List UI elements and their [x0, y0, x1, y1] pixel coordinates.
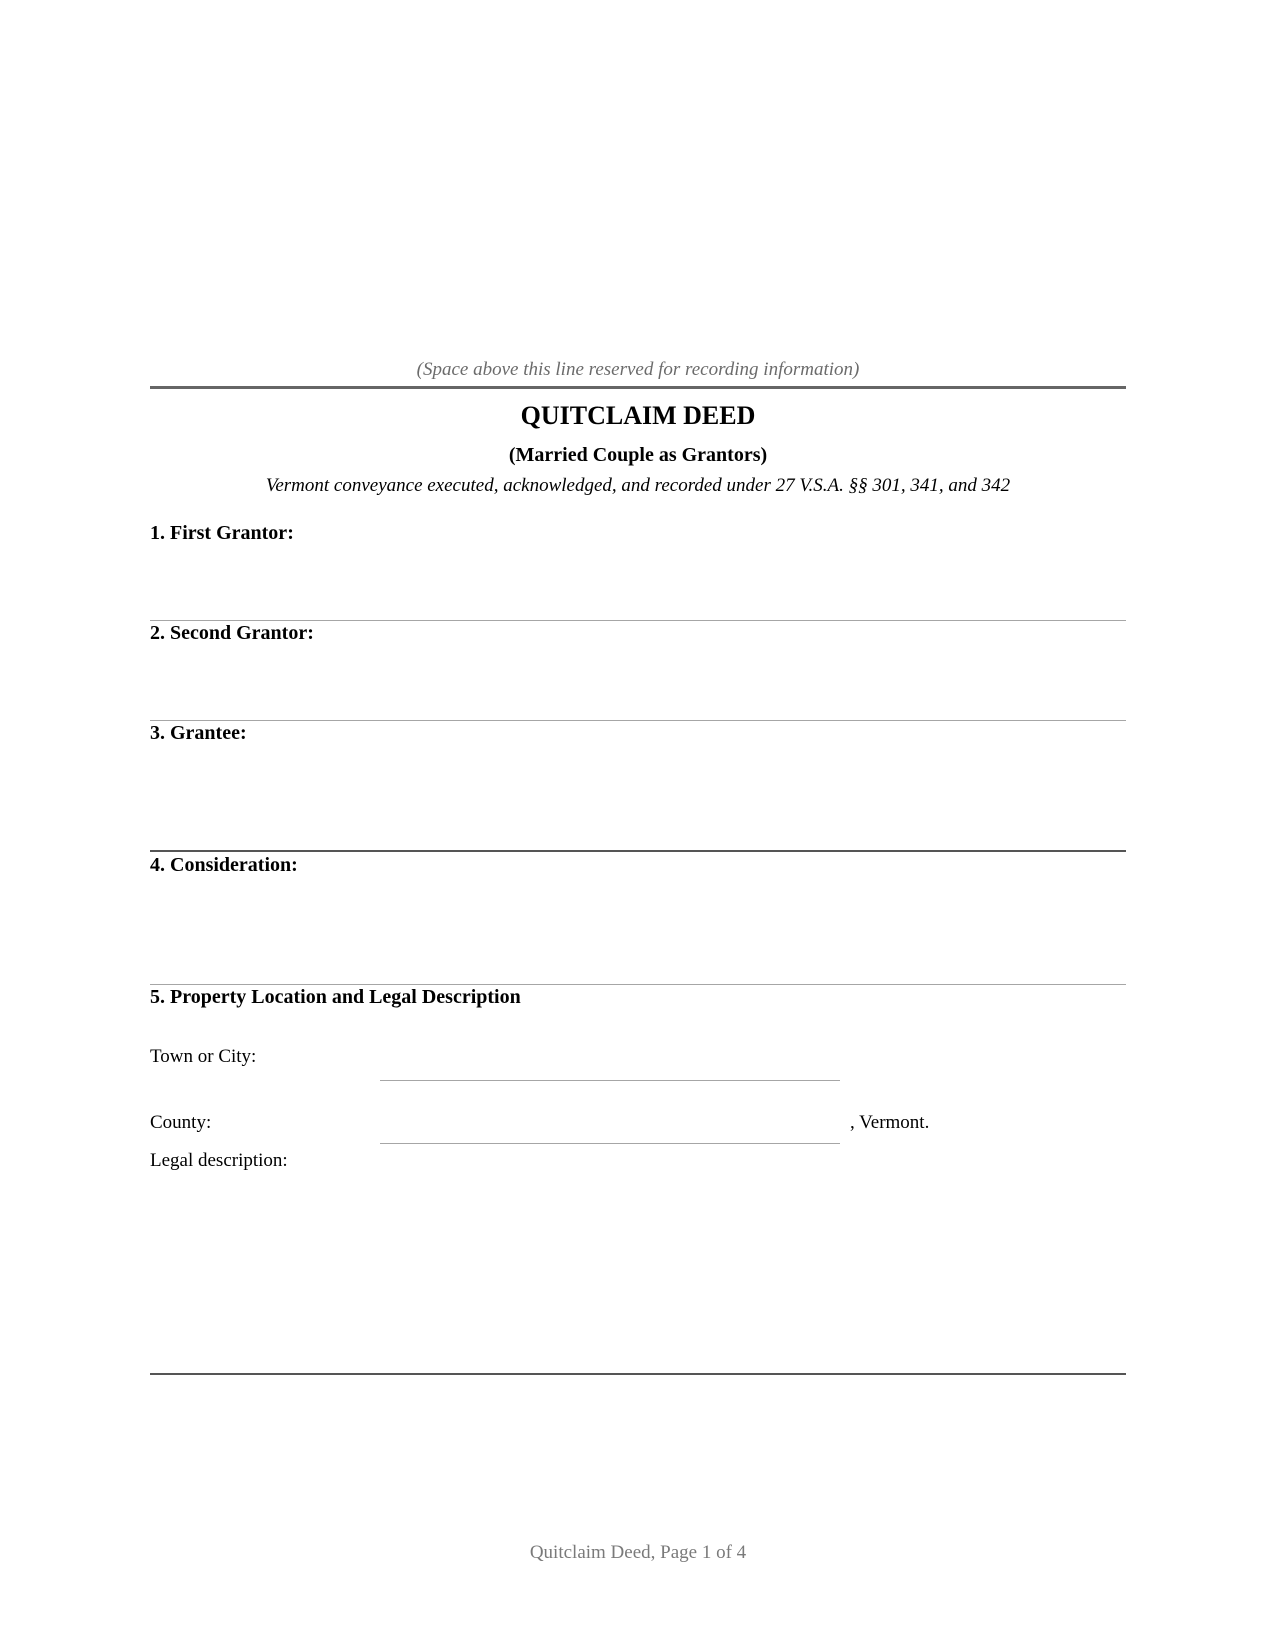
county-input-line[interactable]	[380, 1143, 840, 1144]
section-consideration-heading: 4. Consideration:	[150, 854, 298, 876]
town-input-line[interactable]	[380, 1080, 840, 1081]
town-label: Town or City:	[150, 1046, 257, 1067]
section-property-heading: 5. Property Location and Legal Description	[150, 986, 521, 1008]
section-first-grantor-heading: 1. First Grantor:	[150, 522, 294, 544]
section-grantee-heading: 3. Grantee:	[150, 722, 247, 744]
document-subtitle: (Married Couple as Grantors)	[508, 444, 768, 466]
section-second-grantor-heading: 2. Second Grantor:	[150, 622, 314, 644]
page-footer: Quitclaim Deed, Page 1 of 4	[529, 1542, 747, 1563]
second-grantor-entry-line[interactable]	[150, 720, 1126, 721]
county-label: County:	[150, 1112, 212, 1133]
recording-space-note: (Space above this line reserved for recording information)	[416, 359, 860, 380]
legal-description-entry-line[interactable]	[150, 1373, 1126, 1375]
state-suffix: , Vermont.	[850, 1112, 930, 1133]
document-title: QUITCLAIM DEED	[520, 401, 756, 430]
recording-divider	[150, 386, 1126, 389]
legal-description-label: Legal description:	[150, 1150, 288, 1171]
statute-reference: Vermont conveyance executed, acknowledged, and recorded under 27 V.S.A. §§ 301, 341, and 342	[265, 475, 1011, 496]
